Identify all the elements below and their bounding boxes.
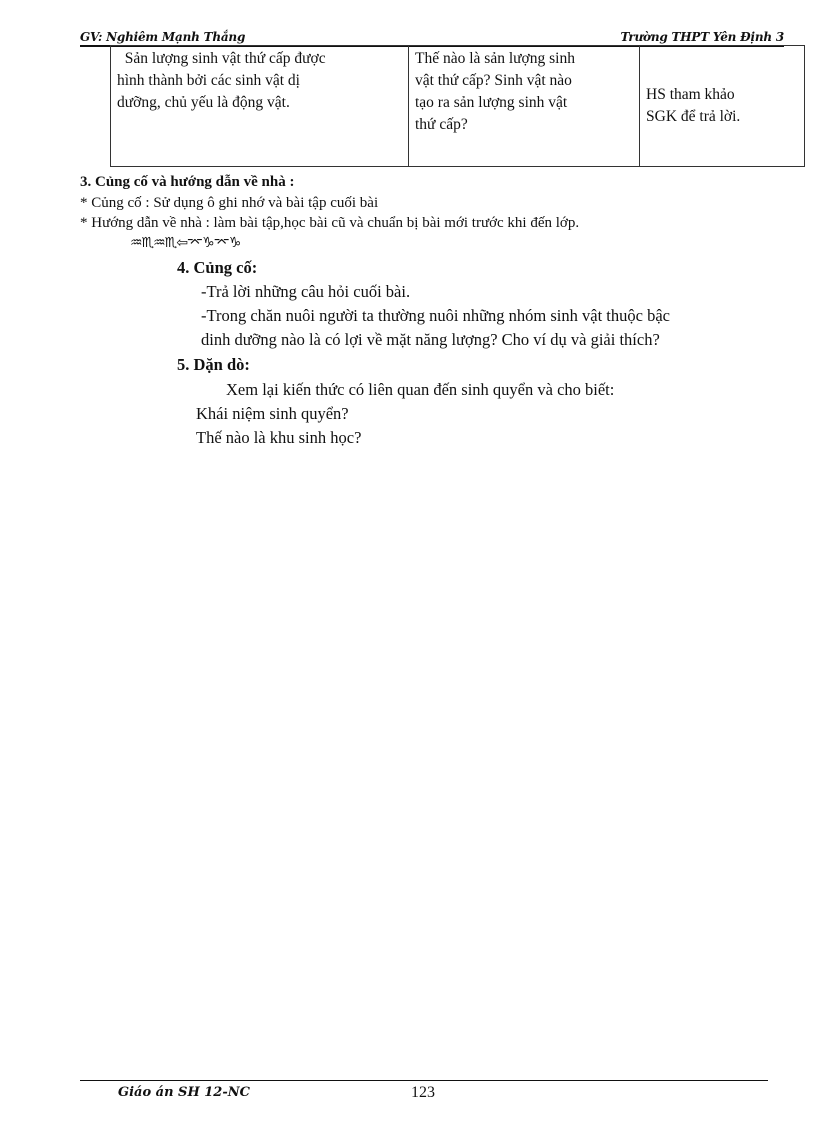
section3-line2: * Hướng dẫn về nhà : làm bài tập,học bài cũ và chuẩn bị bài mới trước khi đến lớp. bbox=[80, 215, 580, 231]
cell-line: tạo ra sản lượng sinh vật bbox=[415, 94, 568, 111]
cell-line: hình thành bởi các sinh vật dị bbox=[117, 72, 300, 89]
cell-line: HS tham khảo bbox=[646, 86, 735, 103]
table-cell-activity bbox=[640, 46, 805, 167]
section3-line1: * Củng cố : Sử dụng ô ghi nhớ và bài tập cuối bài bbox=[80, 195, 379, 211]
section5-heading: 5. Dặn dò: bbox=[177, 355, 250, 374]
ornament-symbols: ♒♏♒♏⇦⌤♑⌤♑ bbox=[130, 235, 241, 251]
table-row bbox=[111, 46, 805, 167]
header-teacher: GV: Nghiêm Mạnh Thắng bbox=[80, 30, 246, 44]
section4-line2: -Trong chăn nuôi người ta thường nuôi những nhóm sinh vật thuộc bậc bbox=[201, 306, 670, 325]
section3-heading: 3. Củng cố và hướng dẫn về nhà : bbox=[80, 174, 295, 190]
section5-line1: Xem lại kiến thức có liên quan đến sinh quyển và cho biết: bbox=[226, 380, 615, 399]
table-cell-question bbox=[409, 46, 640, 167]
section5-line3: Thế nào là khu sinh học? bbox=[196, 428, 362, 447]
section4-heading: 4. Củng cố: bbox=[177, 258, 258, 277]
cell-line: Sản lượng sinh vật thứ cấp được bbox=[117, 50, 326, 67]
section4-line1: -Trả lời những câu hỏi cuối bài. bbox=[201, 282, 411, 301]
cell-line: Thế nào là sản lượng sinh bbox=[415, 50, 575, 67]
footer-rule bbox=[80, 1080, 768, 1081]
cell-line: dưỡng, chủ yếu là động vật. bbox=[117, 94, 290, 111]
content-table bbox=[110, 45, 805, 167]
section5-line2: Khái niệm sinh quyển? bbox=[196, 404, 349, 423]
table-cell-content bbox=[111, 46, 409, 167]
cell-line: SGK để trả lời. bbox=[646, 108, 741, 125]
page-number: 123 bbox=[411, 1084, 435, 1101]
cell-line: thứ cấp? bbox=[415, 116, 468, 133]
header-school: Trường THPT Yên Định 3 bbox=[620, 30, 784, 44]
cell-line: vật thứ cấp? Sinh vật nào bbox=[415, 72, 572, 89]
section4-line3: dinh dưỡng nào là có lợi về mặt năng lượng? Cho ví dụ và giải thích? bbox=[201, 330, 660, 349]
footer-title: Giáo án SH 12-NC bbox=[118, 1085, 250, 1100]
